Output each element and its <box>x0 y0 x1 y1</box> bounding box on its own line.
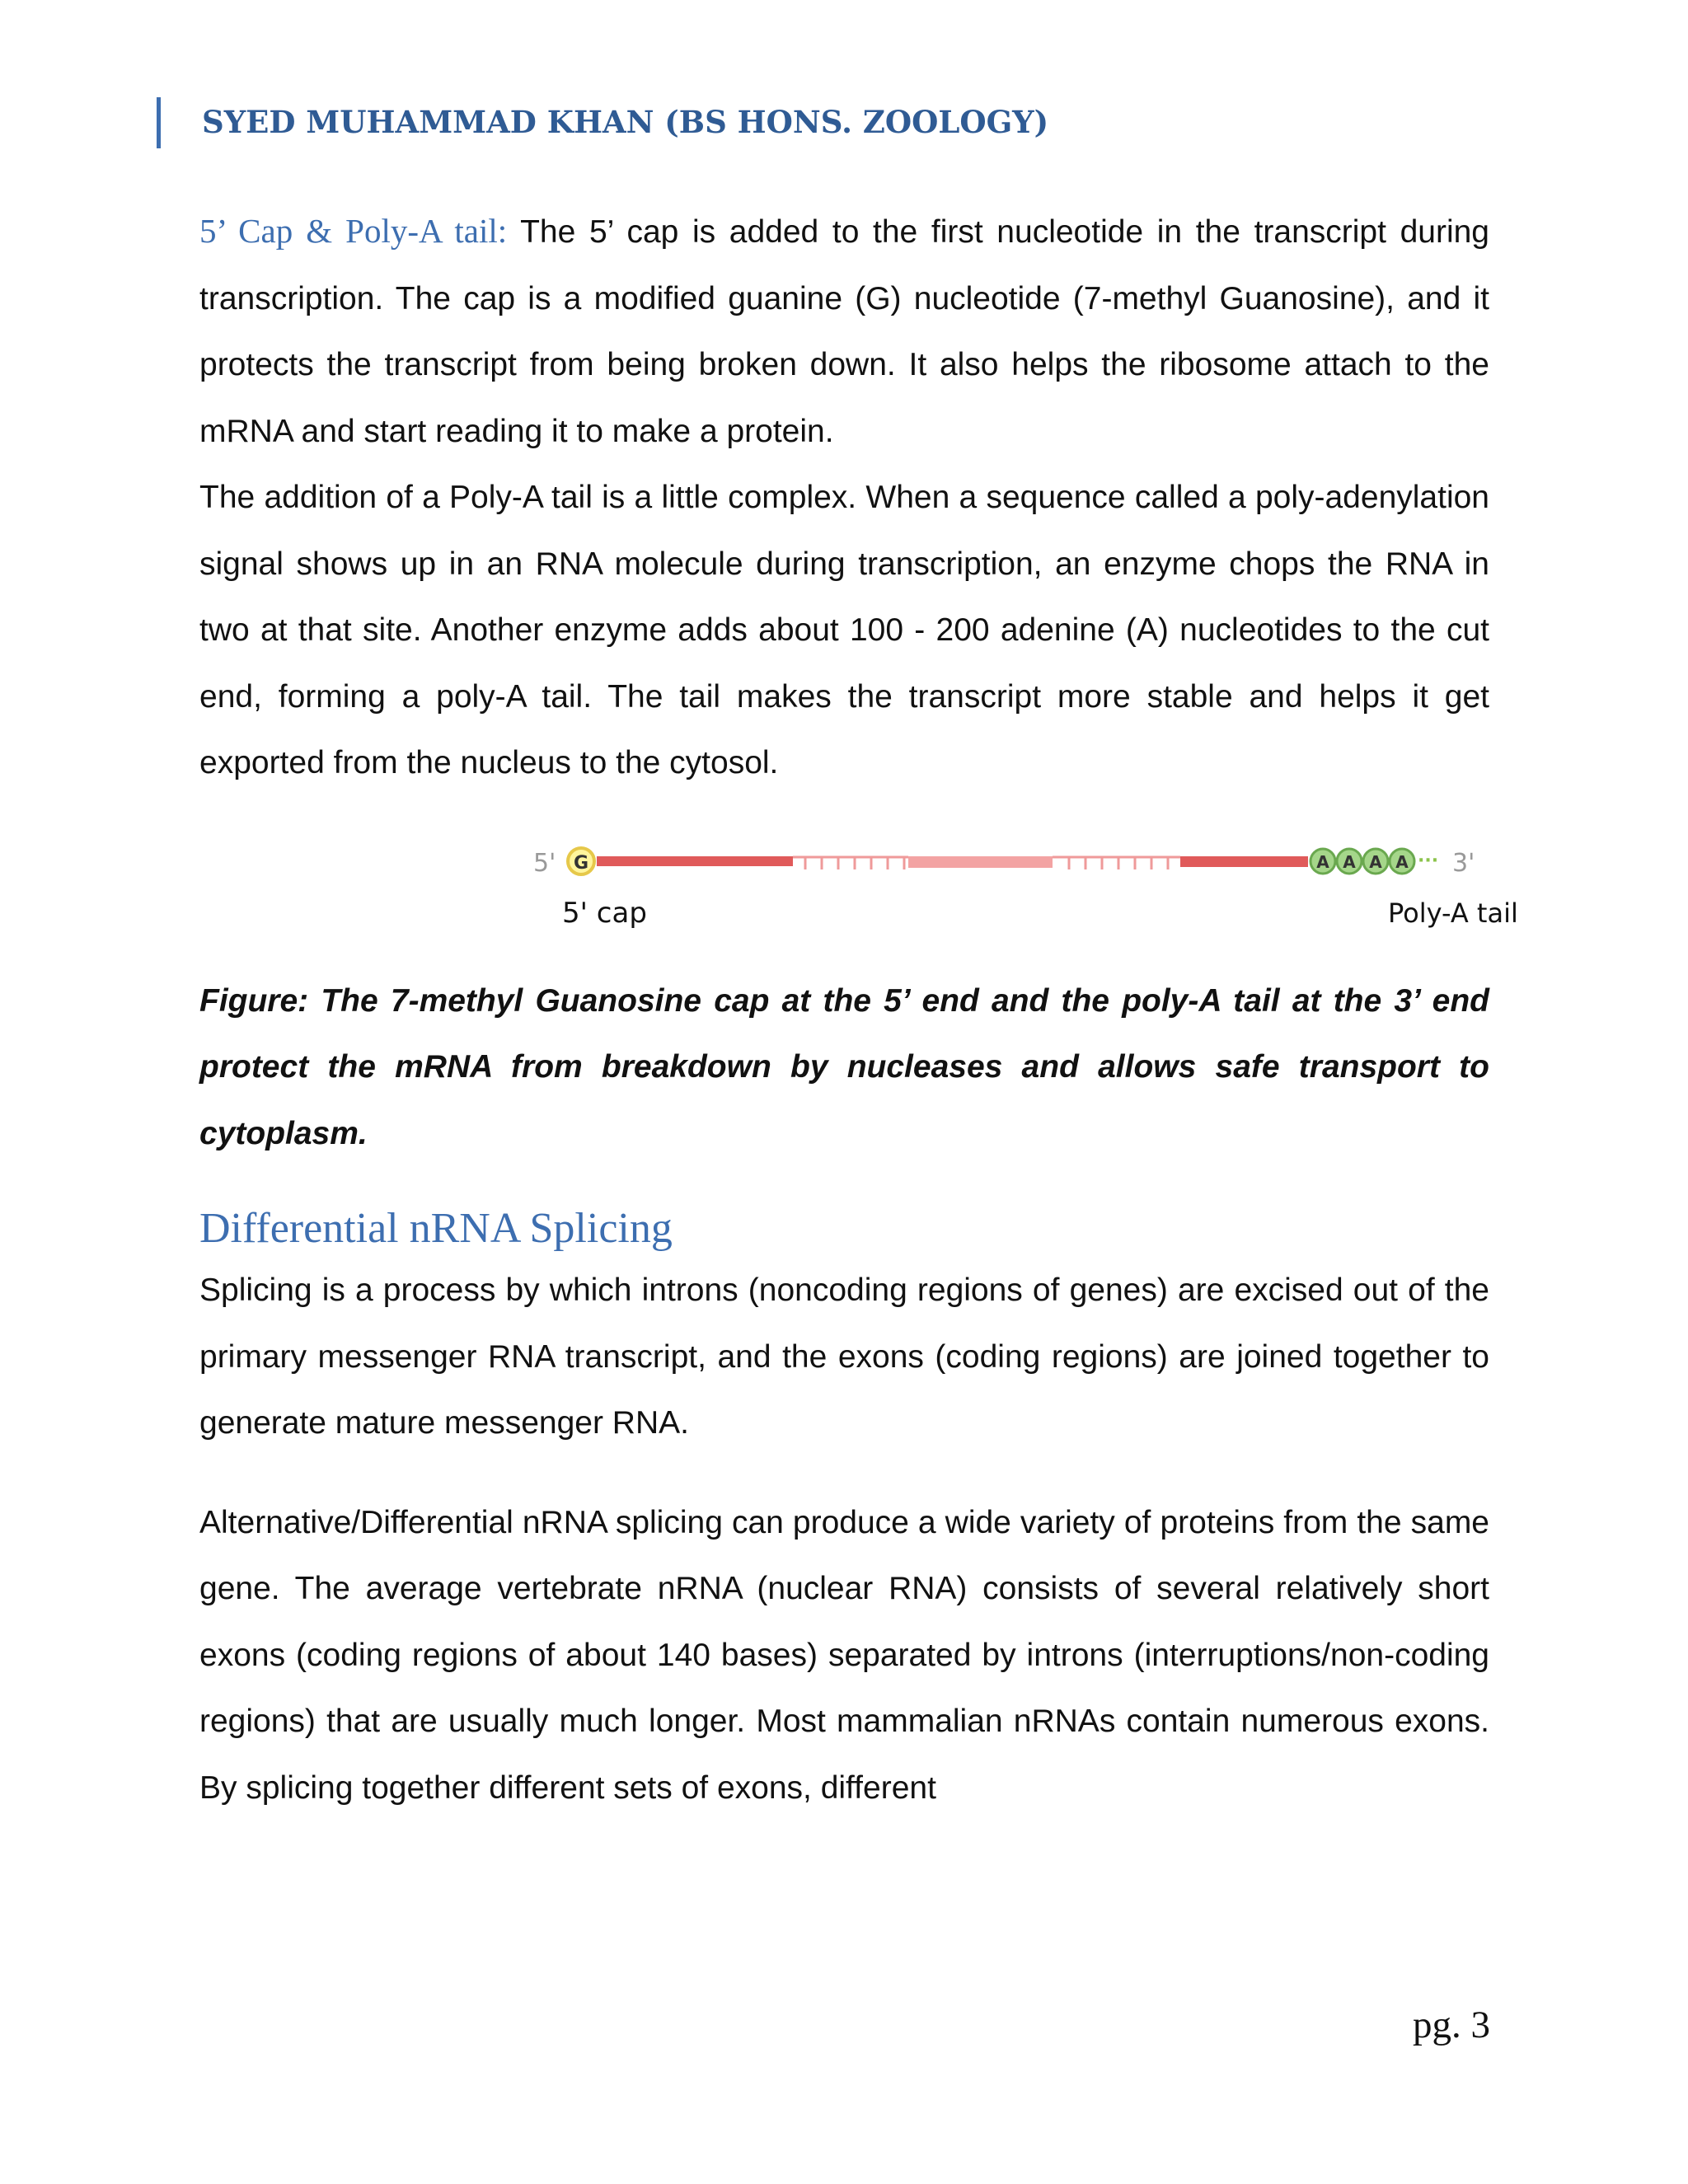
figure-caption: Figure: The 7-methyl Guanosine cap at the 5’ end and the poly-A tail at the 3’ end protect the mRNA from breakdown by nucleases and allows safe transport to cytoplasm. <box>199 982 1489 1151</box>
running-header <box>157 97 1049 148</box>
tail-label: Poly-A tail <box>1388 897 1518 929</box>
cap-letter: G <box>573 852 589 874</box>
header-title: SYED MUHAMMAD KHAN (BS HONS. ZOOLOGY) <box>202 104 1049 140</box>
tail-letter-4: A <box>1395 851 1409 872</box>
page-number: pg. 3 <box>1413 2004 1490 2046</box>
exon-1 <box>597 856 793 866</box>
polya-tail <box>1311 849 1438 874</box>
exon-2 <box>908 856 1053 868</box>
tail-letter-3: A <box>1369 851 1382 872</box>
tail-letter-2: A <box>1343 851 1356 872</box>
mrna-figure <box>199 815 1518 968</box>
exon-3 <box>1180 856 1308 867</box>
page-content <box>199 198 1518 1821</box>
alternative-splicing-paragraph: Alternative/Differential nRNA splicing can produce a wide variety of proteins from the same gene. The average vertebrate nRNA (nuclear RNA) consists of several relatively short exons (coding regions of about 140 bases) separated by introns (interruptions/non-coding regions) that are usually much longer. Most mammalian nRNAs contain numerous exons. By splicing together different sets of exons, different <box>199 1504 1489 1806</box>
intron-1 <box>793 857 908 869</box>
cap-polya-paragraph <box>199 198 1489 465</box>
cap-polya-lead-in: 5’ Cap & Poly-A tail: <box>199 212 508 250</box>
section-heading: Differential nRNA Splicing <box>199 1205 673 1252</box>
mrna-diagram <box>323 815 1559 968</box>
tail-dots: ··· <box>1418 850 1439 871</box>
cap-polya-text: The 5’ cap is added to the first nucleotide in the transcript during transcription. The cap is a modified guanine (G) nucleotide (7-methyl Guanosine), and it protects the transcript from being broken down. It also helps the ribosome attach to the mRNA and start reading it to make a protein. <box>199 214 1489 449</box>
polya-paragraph: The addition of a Poly-A tail is a little complex. When a sequence called a poly-adenylation signal shows up in an RNA molecule during transcription, an enzyme chops the RNA in two at that site. Another enzyme adds about 100 - 200 adenine (A) nucleotides to the cut end, forming a poly-A tail. The tail makes the transcript more stable and helps it get exported from the nucleus to the cytosol. <box>199 480 1489 780</box>
five-prime-label: 5' <box>533 848 556 878</box>
splicing-paragraph: Splicing is a process by which introns (noncoding regions of genes) are excised out of the primary messenger RNA transcript, and the exons (coding regions) are joined together to generate mature messenger RNA. <box>199 1272 1489 1441</box>
cap-label: 5' cap <box>562 896 647 930</box>
intron-2 <box>1053 857 1180 869</box>
tail-letter-1: A <box>1316 851 1329 872</box>
three-prime-label: 3' <box>1452 848 1475 878</box>
